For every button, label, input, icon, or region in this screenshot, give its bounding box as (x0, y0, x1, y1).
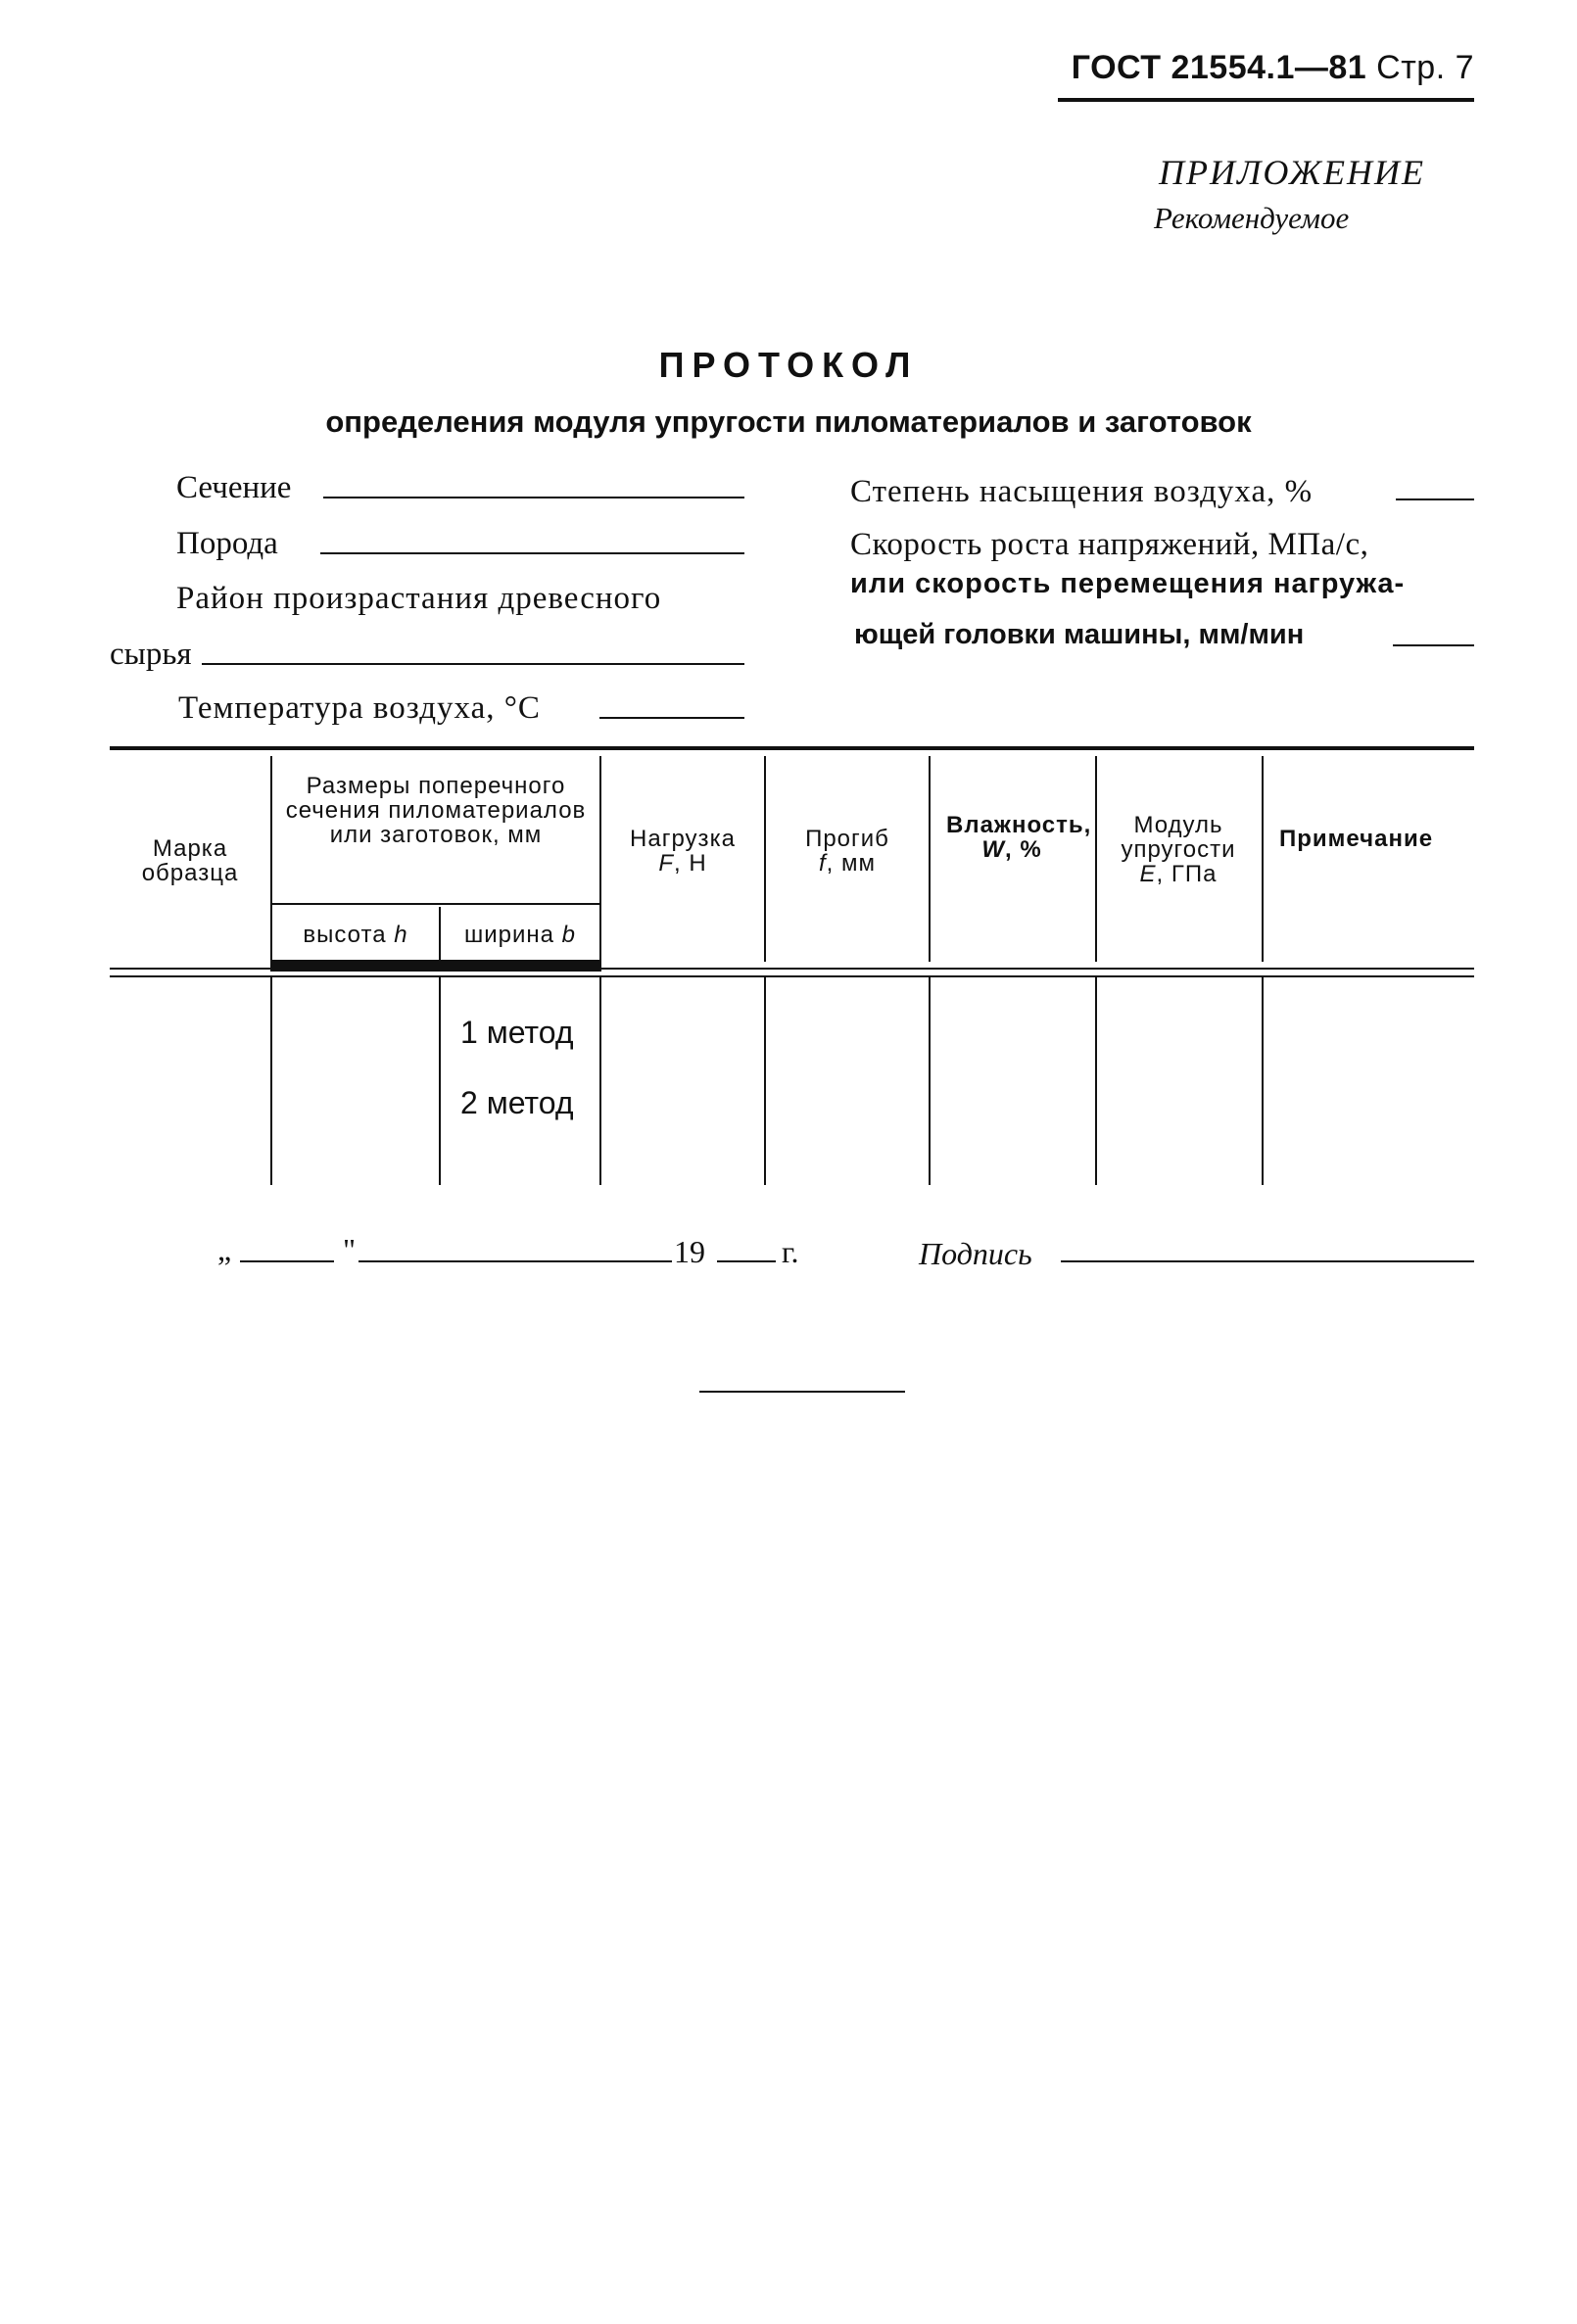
appendix-subtitle: Рекомендуемое (1154, 201, 1350, 235)
field-section-line[interactable] (323, 497, 744, 498)
field-rate-label-3: ющей головки машины, мм/мин (854, 619, 1305, 650)
field-region-line[interactable] (202, 663, 744, 665)
table-header-rule-2 (110, 975, 1474, 977)
end-rule (699, 1391, 905, 1393)
col-header-height: высота h (303, 922, 408, 948)
field-air-temp-label: Температура воздуха, °С (178, 690, 541, 726)
signature-line[interactable] (1061, 1260, 1474, 1262)
row-method-2: 2 метод (460, 1085, 574, 1120)
date-quote-close: " (343, 1232, 357, 1267)
field-saturation-line[interactable] (1396, 498, 1474, 500)
col-header-note: Примечание (1279, 826, 1434, 852)
signature-label: Подпись (919, 1236, 1032, 1271)
col-header-deflection: Прогиб f, мм (805, 826, 889, 877)
table-top-rule (110, 746, 1474, 750)
row-method-1: 1 метод (460, 1015, 574, 1050)
field-air-temp-line[interactable] (599, 717, 744, 719)
date-year-suffix: г. (782, 1234, 799, 1269)
header-rule (1058, 98, 1474, 102)
field-species-label: Порода (176, 526, 278, 561)
field-rate-label-2: или скорость перемещения нагружа- (850, 568, 1406, 599)
field-rate-line[interactable] (1393, 644, 1474, 646)
col-header-moisture: Влажность, W, % (946, 812, 1092, 863)
field-saturation-label: Степень насыщения воздуха, % (850, 474, 1314, 509)
standard-number: ГОСТ 21554.1—81 (1071, 49, 1367, 86)
field-region-label: Район произрастания древесного (176, 581, 662, 616)
col-header-mark: Марка образца (141, 835, 239, 886)
document-header (1072, 49, 1474, 87)
dims-subheader-rule (270, 903, 601, 905)
field-section-label: Сечение (176, 470, 292, 505)
col-header-load: Нагрузка F, Н (630, 826, 736, 877)
col-header-modulus: Модуль упругости E, ГПа (1121, 812, 1236, 887)
field-region-label-cont: сырья (110, 637, 192, 672)
date-day-line[interactable] (240, 1260, 334, 1262)
appendix-title: ПРИЛОЖЕНИЕ (1159, 153, 1425, 192)
date-quote-open: „ (217, 1232, 232, 1267)
col-header-dimensions: Размеры поперечного сечения пиломатериалов или заготовок, мм (285, 773, 587, 848)
col-header-width: ширина b (463, 922, 577, 948)
protocol-title: ПРОТОКОЛ (658, 345, 919, 385)
date-month-line[interactable] (358, 1260, 672, 1262)
table-header-rule-1 (110, 968, 1474, 970)
protocol-subtitle: определения модуля упругости пиломатериалов и заготовок (325, 404, 1252, 439)
date-year-prefix: 19 (674, 1234, 705, 1269)
date-year-line[interactable] (717, 1260, 776, 1262)
field-species-line[interactable] (320, 552, 744, 554)
page-number: Стр. 7 (1376, 49, 1474, 86)
field-rate-label-1: Скорость роста напряжений, МПа/с, (850, 527, 1369, 562)
results-table (110, 746, 1474, 1187)
